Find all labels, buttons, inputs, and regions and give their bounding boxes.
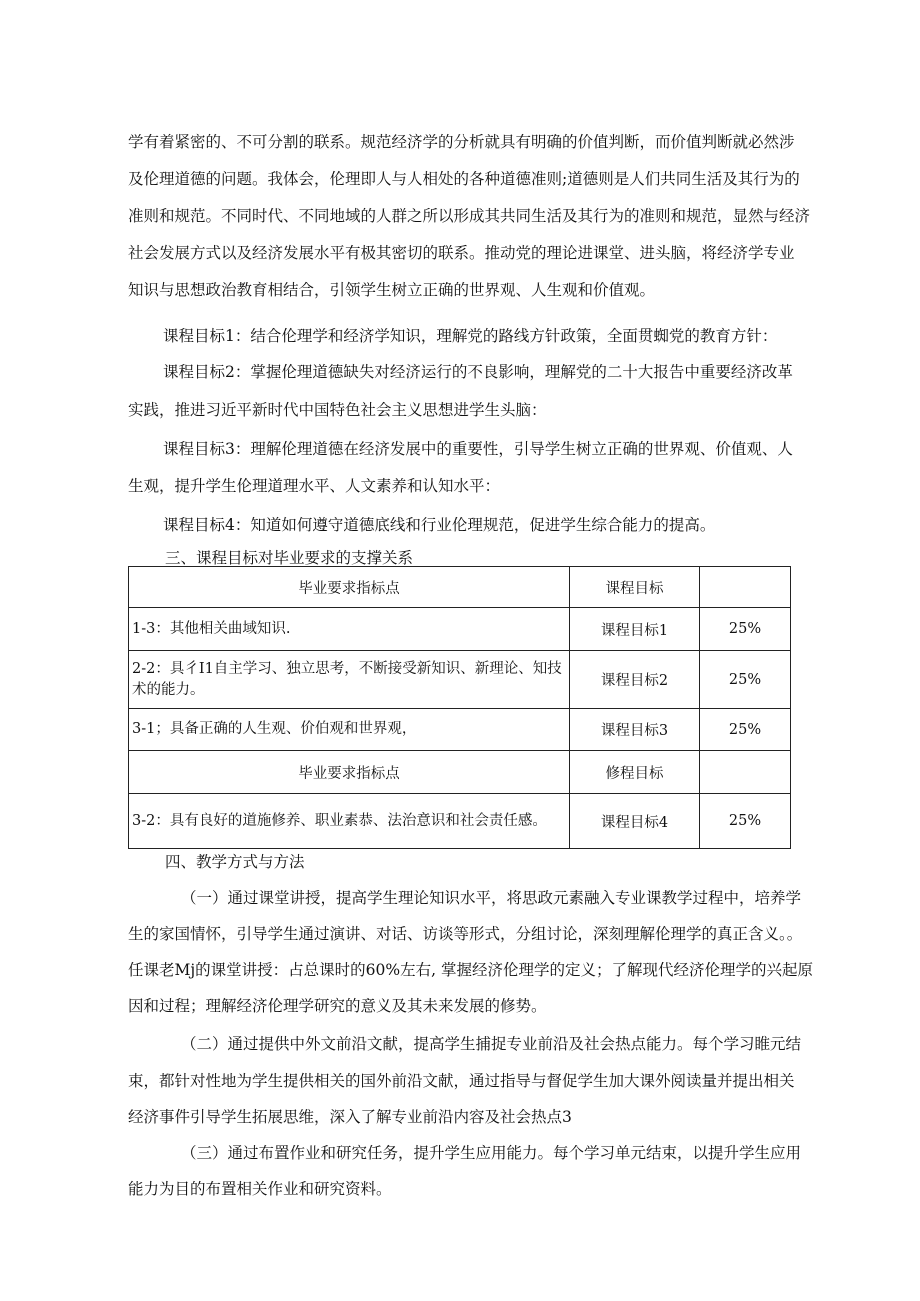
weight-cell: 25% (700, 794, 791, 849)
table-row (129, 651, 791, 709)
requirement-cell: 3-2：具有良好的道施修养、职业素恭、法治意识和社会责任感。 (129, 794, 570, 849)
text-line: 课程目标2：掌握伦理道德缺失对经济运行的不良影响，理解党的二十大报告中重要经济改革 (163, 363, 793, 381)
weight-cell: 25% (700, 709, 791, 751)
table-row (129, 608, 791, 651)
text-line: 课程目标4：知道如何遵守道德底线和行业伦理规范，促进学生综合能力的提高。 (163, 516, 716, 534)
goal-cell: 课程目标1 (570, 608, 700, 651)
table-header-row (129, 567, 791, 608)
text-line: 生观，提升学生伦理道理水平、人文素养和认知水平： (128, 477, 501, 495)
text-line: 能力为目的布置相关作业和研究资料。 (128, 1180, 392, 1198)
text-line: 生的家国情怀，引导学生通过演讲、对话、访谈等形式，分组讨论，深刻理解伦理学的真正含义。。 (128, 925, 803, 943)
text-line: 任课老Mj的课堂讲授：占总课时的60%左右, 掌握经济伦理学的定义；了解现代经济伦理学的兴起原 (128, 961, 813, 979)
text-line: 社会发展方式以及经济发展水平有极其密切的联系。推动党的理论进课堂、进头脑，将经济学专业 (128, 244, 795, 262)
text-line: 实践，推进习近平新时代中国特色社会主义思想进学生头脑： (128, 401, 547, 419)
text-line: 课程目标1：结合伦理学和经济学知识，理解党的路线方针政策，全面贯蜘党的教育方针： (163, 327, 778, 345)
text-line: （二）通过提供中外文前沿文献，提高学生捕捉专业前沿及社会热点能力。每个学习睢元结 (181, 1035, 802, 1053)
goal-cell: 课程目标4 (570, 794, 700, 849)
text-line: 课程目标3：理解伦理道德在经济发展中的重要性，引导学生树立正确的世界观、价值观、人 (163, 440, 793, 458)
header-cell-weight (700, 567, 791, 608)
requirement-cell: 3-1；具备正确的人生观、价伯观和世界观， (129, 709, 570, 751)
table-row (129, 709, 791, 751)
text-line: （一）通过课堂讲授，提高学生理论知识水平，将思政元素融入专业课教学过程中，培养学 (181, 889, 802, 907)
text-line: 束，都针对性地为学生提供相关的国外前沿文献，通过指导与督促学生加大课外阅读量并提出相关 (128, 1072, 795, 1090)
table-row (129, 794, 791, 849)
goal-cell: 课程目标3 (570, 709, 700, 751)
section-4-title: 四、教学方式与方法 (165, 853, 305, 871)
requirement-cell: 2-2：具彳I1自主学习、独立思考，不断接受新知识、新理论、知技术的能力。 (129, 651, 570, 709)
weight-cell: 25% (700, 651, 791, 709)
header-cell-goal: 课程目标 (570, 567, 700, 608)
text-line: 经济事件引导学生拓展思维，深入了解专业前沿内容及社会热点3 (128, 1108, 572, 1126)
text-line: 准则和规范。不同时代、不同地域的人群之所以形成其共同生活及其行为的准则和规范，显然与经济 (128, 207, 811, 225)
text-line: （三）通过布置作业和研究任务，提升学生应用能力。每个学习单元结束，以提升学生应用 (181, 1144, 802, 1162)
header-cell-goal: 修程目标 (570, 751, 700, 794)
table-header-row (129, 751, 791, 794)
goal-cell: 课程目标2 (570, 651, 700, 709)
support-table (128, 566, 791, 849)
text-line: 因和过程；理解经济伦理学研究的意义及其未来发展的修势。 (128, 997, 547, 1015)
text-line: 及伦理道德的问题。我体会，伦理即人与人相处的各种道德准则;道德则是人们共同生活及其行为的 (128, 170, 800, 188)
header-cell-weight (700, 751, 791, 794)
header-cell-requirement: 毕业要求指标点 (129, 567, 570, 608)
header-cell-requirement: 毕业要求指标点 (129, 751, 570, 794)
text-line: 学有着紧密的、不可分割的联系。规范经济学的分析就具有明确的价值判断，而价值判断就必然涉 (128, 133, 795, 151)
requirement-cell: 1-3：其他相关曲域知识. (129, 608, 570, 651)
text-line: 知识与思想政治教育相结合，引领学生树立正确的世界观、人生观和价值观。 (128, 281, 656, 299)
section-3-title: 三、课程目标对毕业要求的支撑关系 (165, 549, 414, 567)
weight-cell: 25% (700, 608, 791, 651)
